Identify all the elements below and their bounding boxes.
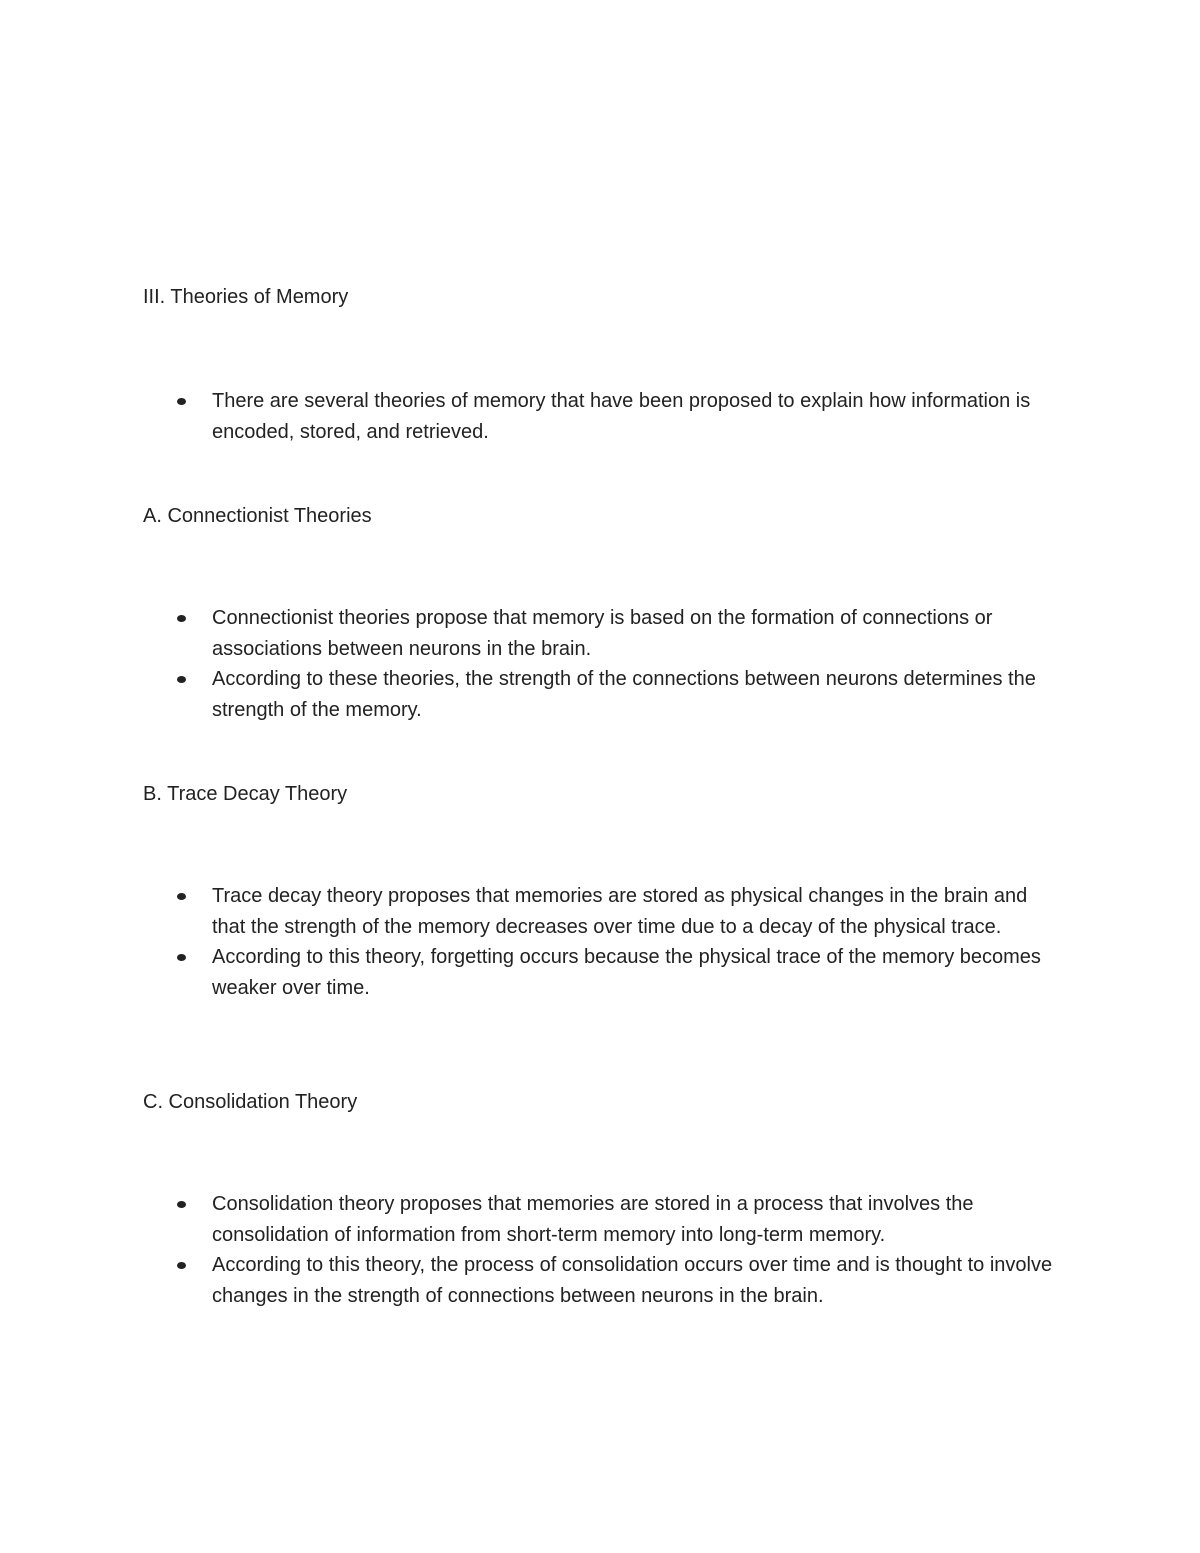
- list-item: [0, 942, 1062, 1003]
- list-item: [0, 1250, 1062, 1311]
- section-heading-connectionist-theories: A. Connectionist Theories: [143, 505, 372, 527]
- list-item: [0, 1189, 1062, 1250]
- section-heading-trace-decay-theory: B. Trace Decay Theory: [143, 783, 348, 805]
- bullet-dot-icon: [177, 676, 186, 683]
- list-item-text: There are several theories of memory that have been proposed to explain how information is encoded, stored, and retrieved.: [212, 390, 1031, 443]
- bullet-list-consolidation: [0, 1189, 1062, 1311]
- bullet-list-intro: [0, 386, 1062, 447]
- section-heading-consolidation-theory: C. Consolidation Theory: [143, 1091, 358, 1113]
- list-item: [0, 603, 1062, 664]
- list-item: [0, 664, 1062, 725]
- bullet-dot-icon: [177, 1201, 186, 1208]
- list-item-text: According to this theory, forgetting occurs because the physical trace of the memory becomes weaker over time.: [212, 946, 1041, 999]
- bullet-dot-icon: [177, 398, 186, 405]
- list-item-text: According to this theory, the process of consolidation occurs over time and is thought to involve changes in the strength of connections between neurons in the brain.: [212, 1254, 1053, 1307]
- bullet-dot-icon: [177, 893, 186, 900]
- list-item: [0, 881, 1062, 942]
- list-item: [0, 386, 1062, 447]
- bullet-list-connectionist: [0, 603, 1062, 725]
- bullet-dot-icon: [177, 1262, 186, 1269]
- list-item-text: Trace decay theory proposes that memories are stored as physical changes in the brain and that the strength of the memory decreases over time due to a decay of the physical trace.: [212, 885, 1028, 938]
- section-heading-theories-of-memory: III. Theories of Memory: [143, 286, 349, 308]
- bullet-dot-icon: [177, 615, 186, 622]
- bullet-dot-icon: [177, 954, 186, 961]
- bullet-list-trace-decay: [0, 881, 1062, 1003]
- list-item-text: According to these theories, the strength of the connections between neurons determines the strength of the memory.: [212, 668, 1036, 721]
- list-item-text: Connectionist theories propose that memory is based on the formation of connections or associations between neurons in the brain.: [212, 607, 993, 660]
- list-item-text: Consolidation theory proposes that memories are stored in a process that involves the consolidation of information from short-term memory into long-term memory.: [212, 1193, 974, 1246]
